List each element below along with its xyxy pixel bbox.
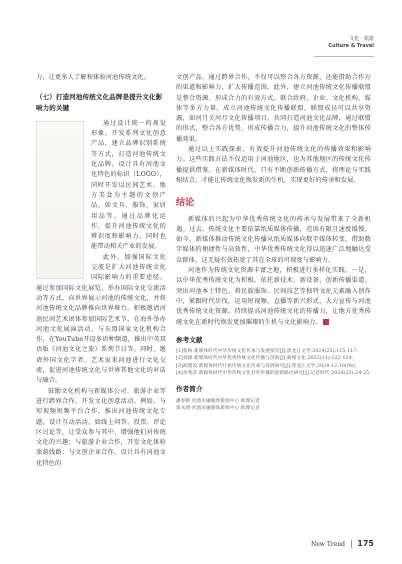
paragraph: 通过以上实践探索，有效提升河池传统文化的传播效果和影响力。这些实践方法不仅适用于河池地区，也为其他地区的传统文化传播提供借鉴。在新媒体时代，只有不断创新传播方式，将理论与实践相结合，才能让传统文化焕发新的生机，实现更好的传承和发展。 (176, 146, 371, 184)
footer-divider (351, 540, 352, 548)
section-label-en: Culture & Travel (328, 42, 374, 49)
reference-item: [1]张杨.新媒体时代中华传统文化传承与发展探究[J].黑龙江文学,2024(25):115-117. (176, 349, 359, 355)
authors-heading: 作者简介 (176, 385, 203, 394)
page-header (328, 36, 374, 49)
author-item: 覃永倩 河池市融媒体新闻中心 助理记者 (176, 405, 260, 411)
left-column (36, 73, 166, 469)
sub-heading: （七）打造河池传统文化品牌是提升文化影响力的关键 (36, 93, 163, 112)
paragraph: 力，让更多人了解和体验河池传统文化。 (36, 74, 151, 81)
paragraph: 通过设计统一的视觉形象，开发系列文化创意产品，建立品牌识别系统等方式，打造河池传统文化品牌。设计具有河池文化特色的标识（LOGO），同时开发以民间艺术、地方美食为主题的文创产品，如文具、服饰、家居用品等。通过品牌化运作，提升河池传统文化的辨识度和影响力，同时也能带动相关产业的发展。 (91, 119, 166, 251)
section-label-cn: 文化 · 旅游 (349, 36, 374, 42)
references-list (176, 348, 371, 377)
paragraph: 鼓励文化机构与新媒体公司、旅游企业等进行跨界合作，开发文化创意活动。例如，与短视频短频平台合作，推出河池传统文化专题，设计互动活动，如线上问答、投票、评论区讨论等，让受众参与其中，增强他们对传统文化的兴趣；与旅游企业合作，开发文化体验旅游线路；与文创企业合作，设计具有河池文化特色的 (36, 387, 166, 467)
paragraph (176, 266, 371, 328)
reference-item: [4]李秀萍.新媒体时代中华传统文化对外传播的创新路径研究[J].记者时代,2024(23):24-25. (176, 371, 371, 377)
journal-name: New Trend (310, 540, 345, 548)
decorative-image (36, 121, 84, 279)
paragraph-text: 河池作为传统文化资源丰富之地，积极进行多样化实践。一是，以中华优秀传统文化为积极，依托新技术、新设备，创新传播渠道，突出河池本土特色，将民族服饰、民间技艺等独特文化元素融入创作中，紧跟时代步伐，运用短视频、直播等新兴形式，大力宣传与河池优秀传统文化资源，持续提高河池传统文化的传播力，让地方优秀传统文化在新时代焕发更加璀璨的生机与文化影响力。 (176, 267, 371, 326)
reference-item: [2]刘甜.新媒体时代中华优秀传统文化传播与创新[J].新闻文化,2023(11):122-124. (176, 356, 354, 362)
end-mark-icon (323, 319, 329, 325)
paragraph: 此外，加强国际文化交流是扩大河池传统文化国际影响力的重要途径。通过参加国际文化展览、举办国际文化交流活动等方式，向世界展示河池的传统文化，并将河池传统文化品牌推向世界舞台。积极邀请河池民间艺术团体参加国际艺术节，在海外举办河池文化展演活动，与东盟国家文化机构合作，在YouTube开设多语种频道，推出中英双语版《河池文化之旅》系列节目等。同时，邀请外国文化学者、艺术家来河池进行文化交流，促进河池传统文化与世界其他文化的对话与融合。 (36, 253, 166, 385)
author-item: 潘春艳 河池市融媒体新闻中心 助理记者 (176, 398, 260, 404)
reference-item: [3]胡建设.新媒体时代壮族传统文化传承与发展研究[J].黑龙江文学,2024-12-10(08). (176, 363, 357, 369)
paragraph: 新媒体的兴起为中华优秀传统文化的传承与发展带来了全新机遇。过去，传统文化主要依靠纸质媒体传播，范围有限且速度缓慢。如今，新媒体推动传统文化传播从纸质媒体向数字媒体转变，借助数字媒体的便捷性与高效性，中华优秀传统文化得以迅速广泛地触达受众群体，这无疑有效拓宽了其在全球的可视度与影响力。 (176, 215, 371, 264)
paragraph: 文创产品，通过跨界合作，不仅可以整合各方资源，还能借助合作方的渠道和影响力，扩大传播范围。此外，建立河池传统文化传播联盟是整合资源、形成合力的有效方式。联合政府、企业、文化机构、媒体等多方力量，成立河池传统文化传播联盟，联盟成员可以共享资源，如河月关河月文化传播项目，共同打造河池文化品牌，通过联盟的形式，整合各方优势，形成传播合力，提升河池传统文化的整体传播效果。 (176, 74, 371, 143)
section-heading: 结论 (176, 198, 195, 209)
header-divider (314, 56, 374, 57)
authors-list (176, 398, 371, 413)
page-number: 175 (357, 538, 374, 548)
page-footer (311, 539, 374, 549)
references-heading: 参考文献 (176, 335, 203, 344)
right-column (176, 73, 371, 412)
